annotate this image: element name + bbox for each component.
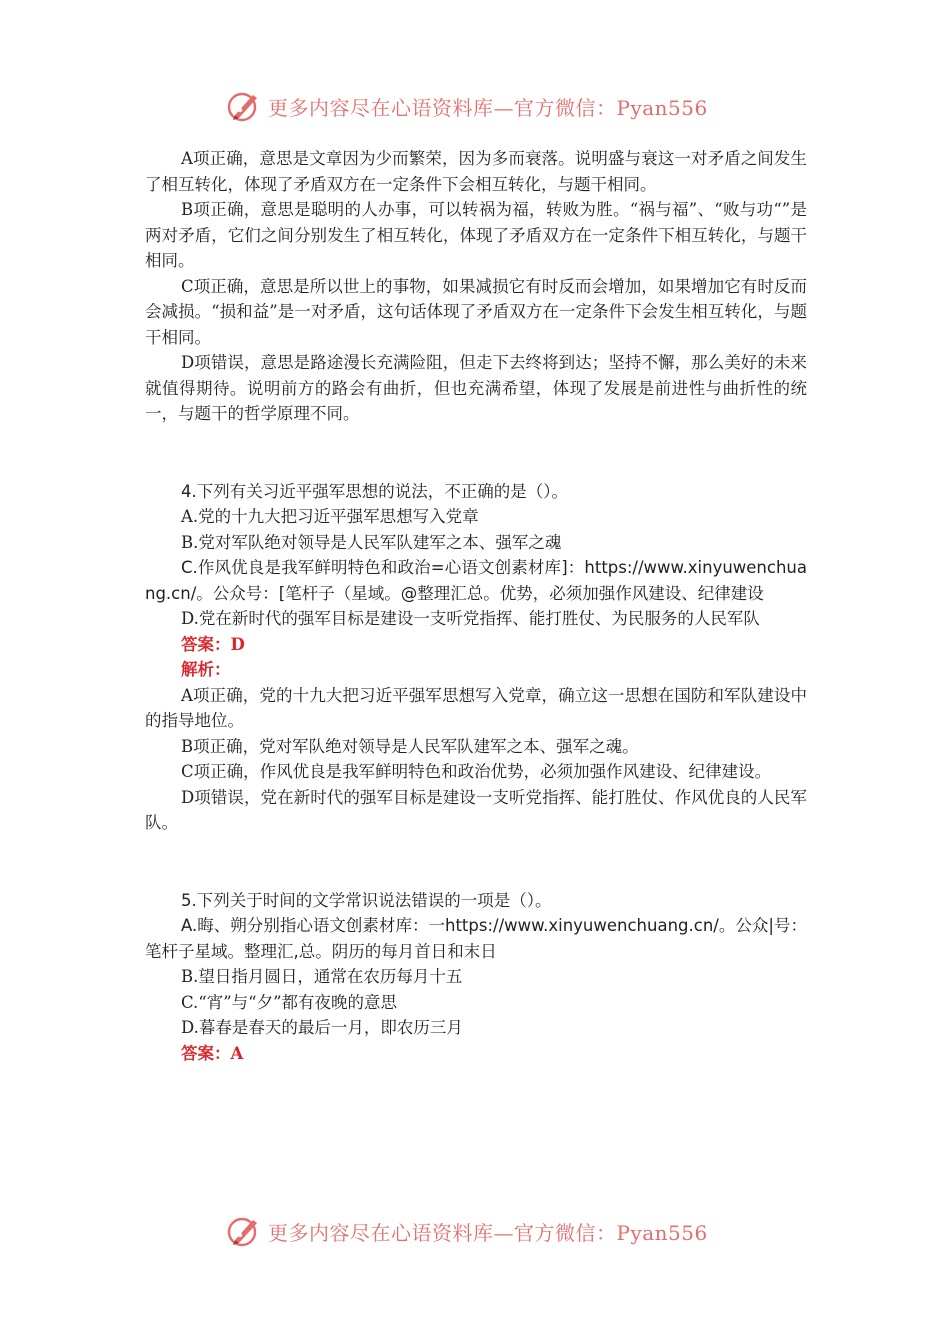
analysis-paragraph: B项正确，意思是聪明的人办事，可以转祸为福，转败为胜。“祸与福”、“败与功“”是两对矛盾，它们之间分别发生了相互转化，体现了矛盾双方在一定条件下相互转化，与题干相同。 [145,200,807,270]
spacer [145,836,807,888]
spacer [145,427,807,479]
question-number: 5. [181,890,197,910]
analysis-paragraph: A项正确，意思是文章因为少而繁荣，因为多而衰落。说明盛与衰这一对矛盾之间发生了相互转化，体现了矛盾双方在一定条件下会相互转化，与题干相同。 [145,149,807,194]
option-b: B.望日指月圆日，通常在农历每月十五 [181,967,463,986]
pen-logo-icon [226,88,262,124]
question-text: 下列有关习近平强军思想的说法，不正确的是（）。 [196,481,568,501]
header-banner [226,86,746,126]
analysis-label: 解析： [181,660,231,679]
option-a: A.党的十九大把习近平强军思想写入党章 [181,507,479,526]
option-c: C.“宵”与“夕”都有夜晚的意思 [181,992,398,1012]
banner-text: 更多内容尽在心语资料库—官方微信：Pyan556 [268,95,708,120]
analysis-paragraph: A项正确，党的十九大把习近平强军思想写入党章，确立这一思想在国防和军队建设中的指导地位。 [145,685,807,730]
analysis-paragraph: D项错误，意思是路途漫长充满险阻，但走下去终将到达；坚持不懈，那么美好的未来就值得期待。说明前方的路会有曲折，但也充满希望，体现了发展是前进性与曲折性的统一，与题干的哲学原理不同。 [145,353,807,423]
analysis-paragraph: C项正确，作风优良是我军鲜明特色和政治优势，必须加强作风建设、纪律建设。 [181,762,772,781]
footer-banner [226,1211,746,1251]
analysis-paragraph: D项错误，党在新时代的强军目标是建设一支听党指挥、能打胜仗、作风优良的人民军队。 [145,787,807,832]
question-5 [145,888,807,914]
question-text: 下列关于时间的文学常识说法错误的一项是（）。 [196,890,552,910]
answer-label: 答案：A [181,1043,244,1063]
banner-text: 更多内容尽在心语资料库—官方微信：Pyan556 [268,1220,708,1245]
option-b: B.党对军队绝对领导是人民军队建军之本、强军之魂 [181,532,562,552]
pen-logo-icon [226,1213,262,1249]
question-4 [145,479,807,505]
analysis-paragraph: B项正确，党对军队绝对领导是人民军队建军之本、强军之魂。 [181,736,639,756]
question-number: 4. [181,481,197,501]
answer-label: 答案：D [181,634,245,654]
page-content [145,146,807,1066]
analysis-paragraph: C项正确，意思是所以世上的事物，如果减损它有时反而会增加，如果增加它有时反而会减损。“损和益”是一对矛盾，这句话体现了矛盾双方在一定条件下会发生相互转化，与题干相同。 [145,276,807,347]
option-a: A.晦、朔分别指心语文创素材库：一https://www.xinyuwenchuang.cn/。公众|号：笔杆子星域。整理汇,总。阴历的每月首日和末日 [145,916,807,961]
option-d: D.党在新时代的强军目标是建设一支听党指挥、能打胜仗、为民服务的人民军队 [181,609,760,628]
option-c: C.作风优良是我军鲜明特色和政治=心语文创素材库]：https://www.xinyuwenchuang.cn/。公众号：[笔杆子（星域。@整理汇总。优势，必须加强作风建设、纪律建设 [145,558,807,603]
option-d: D.暮春是春天的最后一月，即农历三月 [181,1018,463,1037]
